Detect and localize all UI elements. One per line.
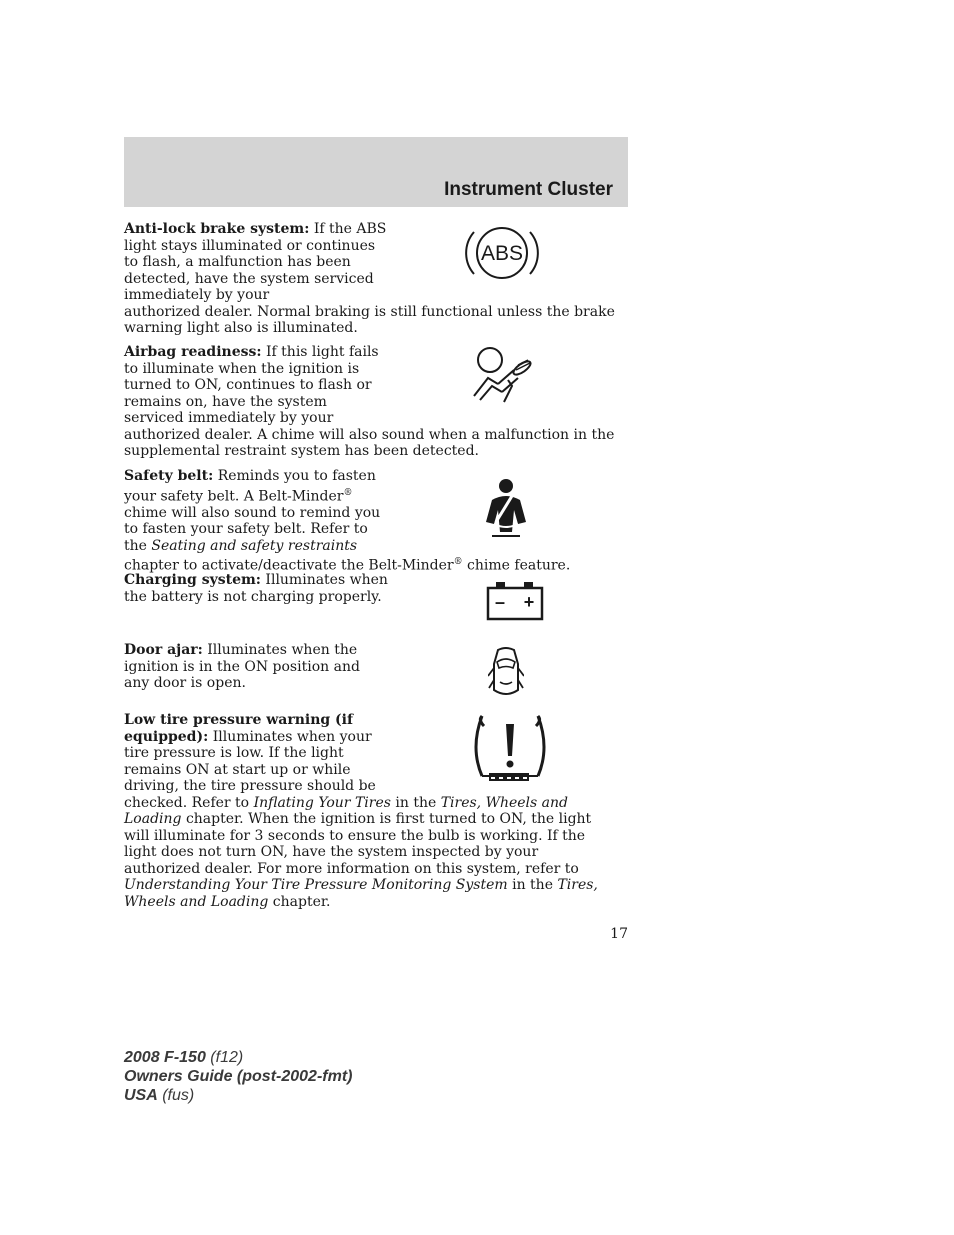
- tire-text2c: chapter. When the ignition is first turned to ON, the light will illuminate for 3 seconds to ensure the bulb is working. If the light does not turn ON, have the system inspected by your authorized dealer. For more information on this system, refer to: [124, 811, 592, 877]
- airbag-label: Airbag readiness:: [124, 344, 262, 360]
- tire-continued: [124, 795, 616, 911]
- footer-market: USA: [124, 1087, 158, 1104]
- seating-chapter-ref: Seating and safety restraints: [151, 537, 358, 554]
- tire-text2d: in the: [507, 877, 558, 893]
- tire-text2: checked. Refer to: [124, 794, 254, 811]
- door-ajar-section: [124, 642, 389, 692]
- inflating-ref: Inflating Your Tires: [253, 794, 391, 811]
- belt-text2-end: chime feature.: [462, 557, 571, 574]
- charging-section: [124, 572, 389, 605]
- belt-intro: [124, 468, 389, 554]
- airbag-icon: [468, 344, 538, 408]
- tires-chapter-ref: Tires, Wheels and Loading: [124, 794, 568, 827]
- section-header-band: [124, 137, 628, 207]
- tire-text: Illuminates when your tire pressure is low. If the light remains ON at start up or while driving, the tire pressure should be: [124, 728, 376, 794]
- abs-label: Anti-lock brake system:: [124, 221, 310, 237]
- battery-plus: +: [523, 592, 535, 612]
- footer-line-3: [124, 1086, 352, 1105]
- abs-section: [124, 221, 616, 337]
- door-intro: [124, 642, 389, 692]
- seatbelt-icon: [482, 478, 530, 538]
- tires-chapter-ref-2: Tires, Wheels and Loading: [124, 877, 598, 910]
- airbag-continued: authorized dealer. A chime will also sound when a malfunction in the supplemental restraint system has been detected.: [124, 426, 615, 459]
- document-footer: [124, 1048, 352, 1105]
- tpms-ref: Understanding Your Tire Pressure Monitoring System: [124, 877, 508, 893]
- airbag-text: If this light fails to illuminate when the ignition is turned to ON, continues to flash or remains on, have the system serviced immediately by your: [124, 344, 379, 426]
- belt-text-cont: chime will also sound to remind you to fasten your safety belt. Refer to the: [124, 504, 381, 554]
- footer-market-code: (fus): [157, 1087, 195, 1104]
- abs-intro: [124, 221, 389, 304]
- battery-icon: [486, 581, 544, 623]
- belt-text2: chapter to activate/deactivate the Belt-Minder: [124, 557, 454, 574]
- page-title: Instrument Cluster: [444, 179, 613, 200]
- tire-text2e: chapter.: [268, 893, 331, 910]
- footer-line-1: [124, 1048, 352, 1067]
- registered-mark: ®: [343, 487, 353, 498]
- door-ajar-icon: [488, 646, 524, 700]
- belt-text: Reminds you to fasten your safety belt. A Belt-Minder: [124, 468, 376, 505]
- registered-mark: ®: [453, 557, 463, 568]
- safety-belt-section: [124, 468, 616, 574]
- abs-icon-text: ABS: [480, 242, 524, 265]
- tire-label: Low tire pressure warning (if equipped):: [124, 712, 354, 745]
- battery-minus: –: [494, 592, 506, 612]
- abs-text: If the ABS light stays illuminated or continues to flash, a malfunction has been detected, have the system serviced immediately by your: [124, 221, 387, 303]
- abs-warning-icon: [464, 222, 540, 284]
- tire-pressure-icon: [470, 712, 550, 784]
- charging-text: Illuminates when the battery is not charging properly.: [124, 572, 388, 605]
- footer-line-2: [124, 1067, 352, 1086]
- footer-model: 2008 F-150: [124, 1049, 206, 1066]
- airbag-section: [124, 344, 616, 460]
- tire-intro: [124, 712, 389, 795]
- footer-code: (f12): [205, 1049, 244, 1066]
- door-text: Illuminates when the ignition is in the ON position and any door is open.: [124, 642, 360, 691]
- charging-label: Charging system:: [124, 572, 261, 588]
- belt-label: Safety belt:: [124, 468, 214, 484]
- tire-text2b: in the: [390, 794, 441, 811]
- charging-intro: [124, 572, 389, 605]
- airbag-intro: [124, 344, 389, 427]
- door-label: Door ajar:: [124, 642, 203, 658]
- footer-guide: Owners Guide (post-2002-fmt): [124, 1068, 353, 1085]
- page-number: 17: [610, 926, 628, 942]
- abs-continued: authorized dealer. Normal braking is still functional unless the brake warning light also is illuminated.: [124, 303, 615, 336]
